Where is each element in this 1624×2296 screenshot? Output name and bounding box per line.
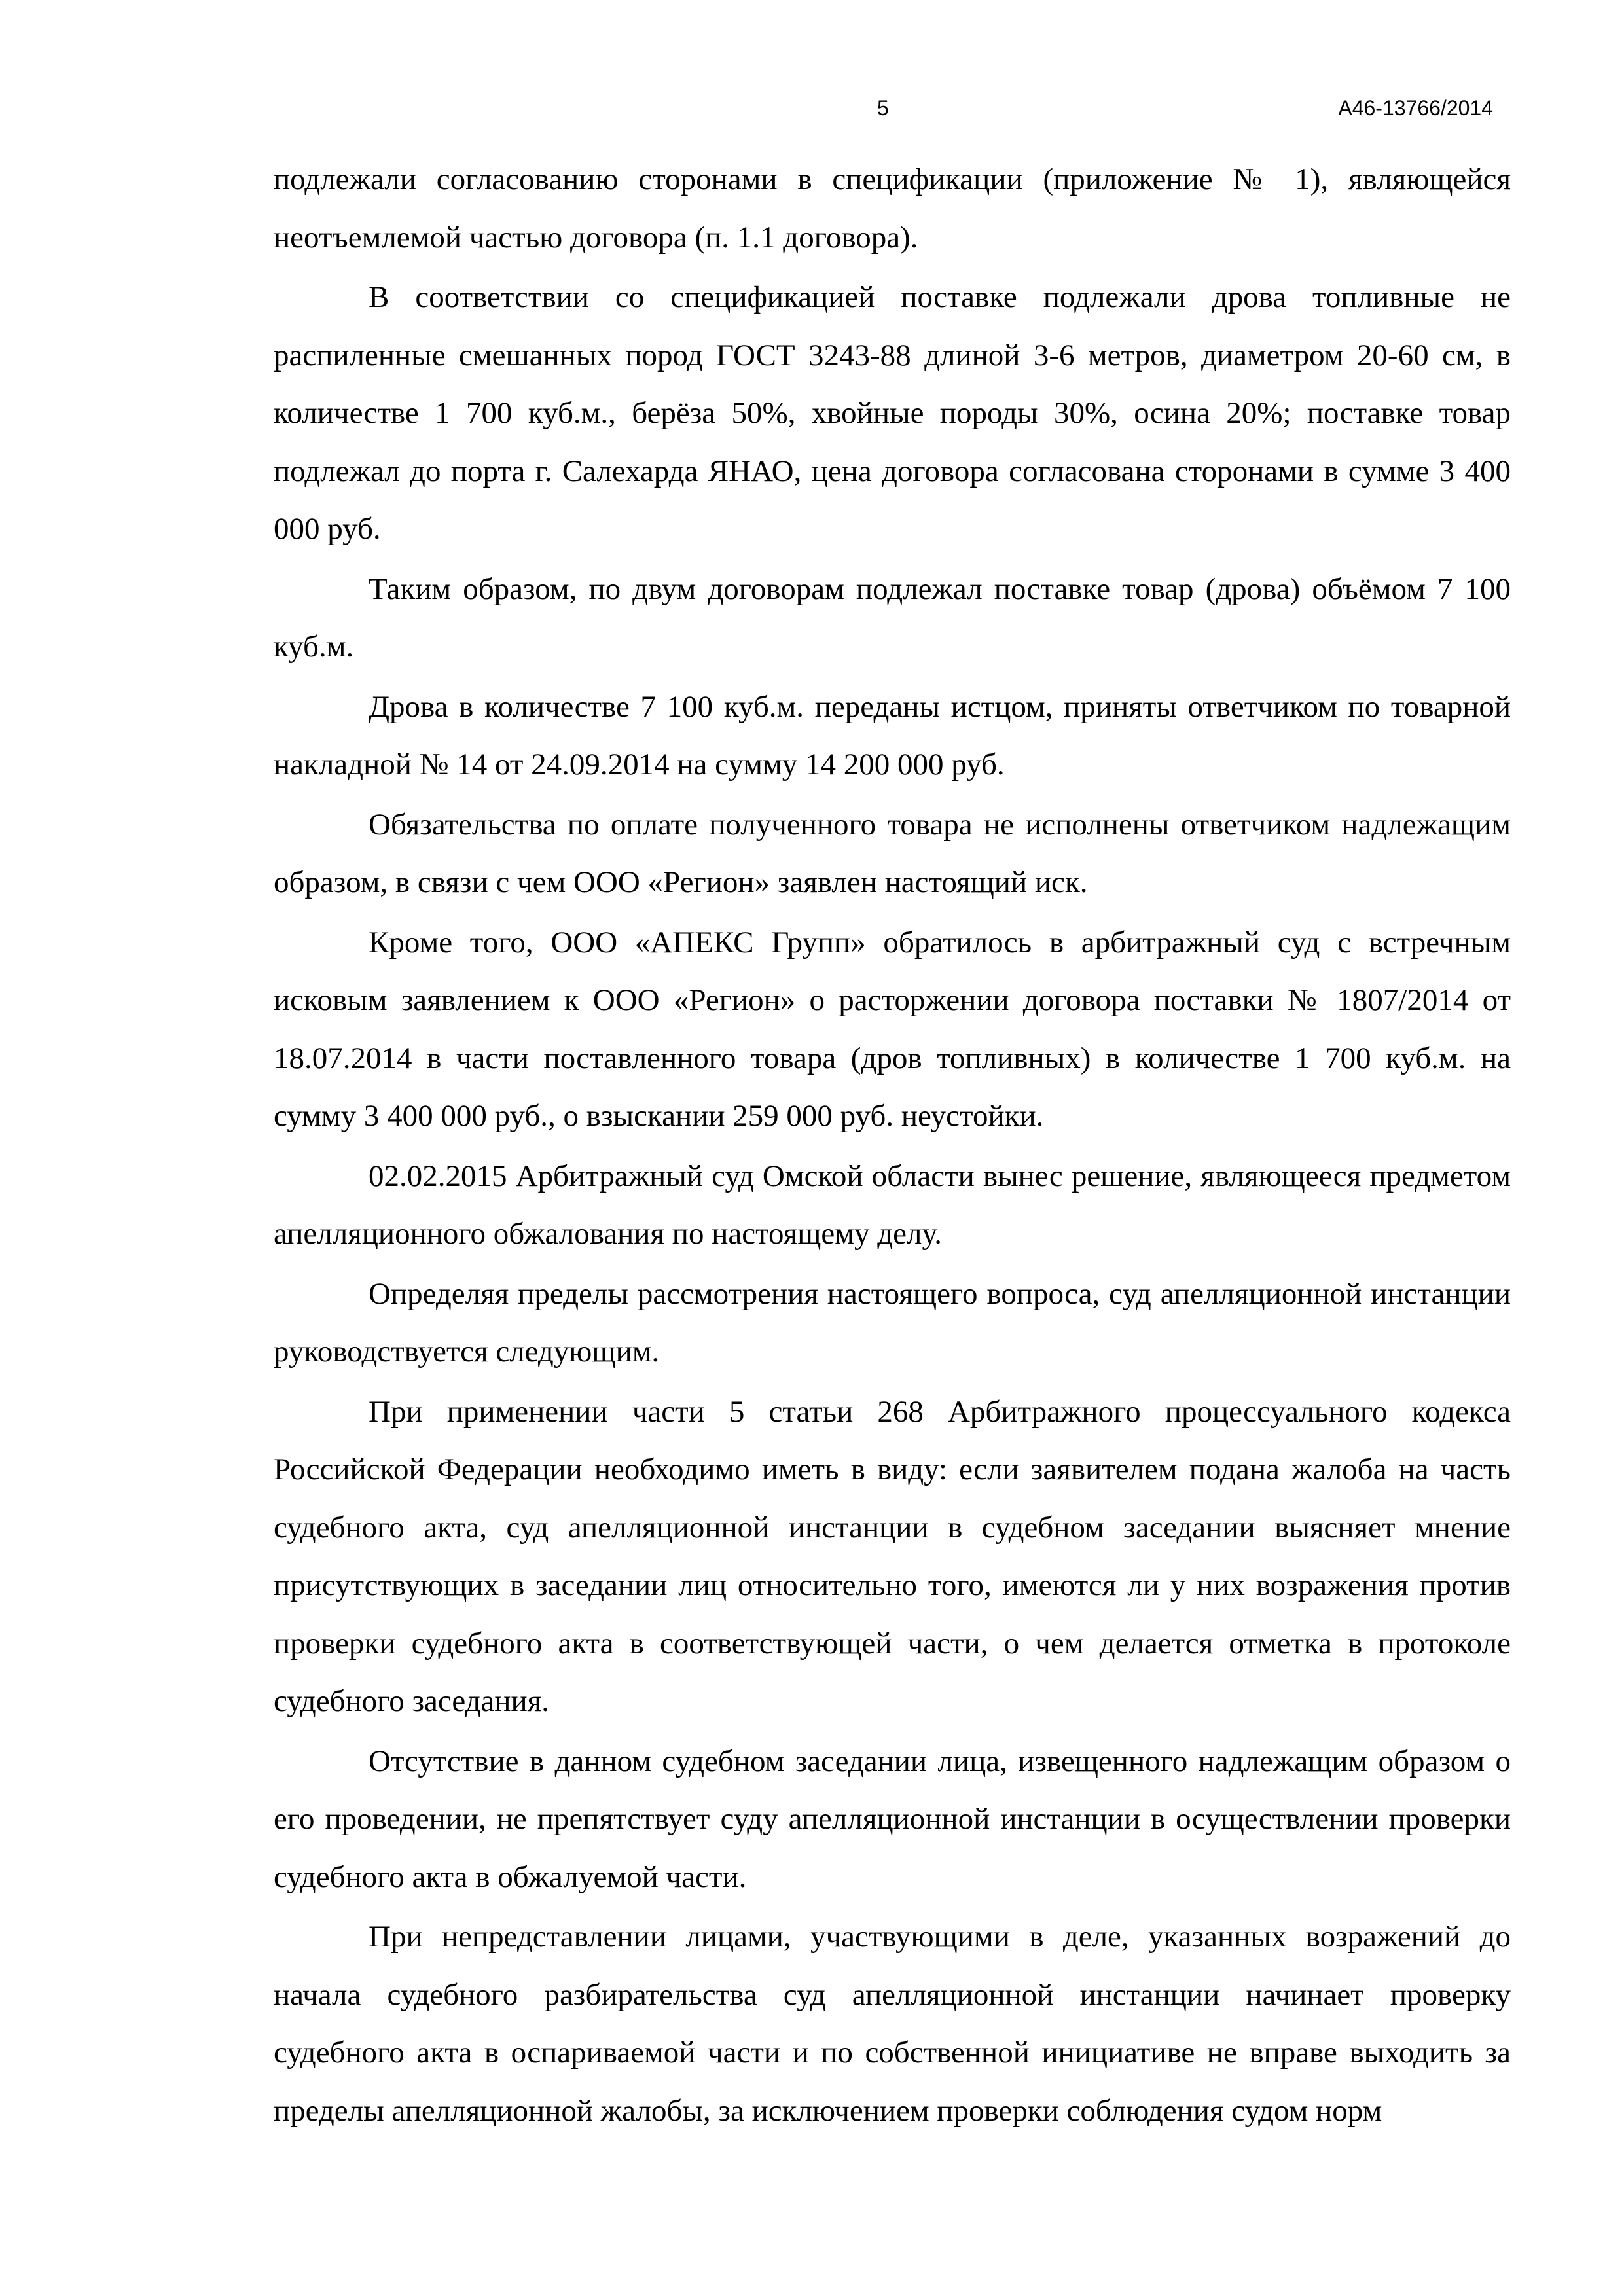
paragraph: При непредставлении лицами, участвующими в деле, указанных возражений до начала судебного разбирательства суд апелляционной инстанции начинает проверку судебного акта в оспариваемой части и по собственной инициативе не вправе выходить за пределы апелляционной жалобы, за исключением проверки соблюдения судом норм <box>274 1920 1511 2128</box>
paragraph: подлежали согласованию сторонами в спецификации (приложение № 1), являющейся неотъемлемой частью договора (п. 1.1 договора). <box>274 162 1511 255</box>
paragraph: Обязательства по оплате полученного товара не исполнены ответчиком надлежащим образом, в связи с чем ООО «Регион» заявлен настоящий иск. <box>274 807 1511 899</box>
paragraph: Таким образом, по двум договорам подлежал поставке товар (дрова) объёмом 7 100 куб.м. <box>274 571 1511 664</box>
case-number: А46-13766/2014 <box>1338 96 1493 120</box>
paragraph: Отсутствие в данном судебном заседании лица, извещенного надлежащим образом о его проведении, не препятствует суду апелляционной инстанции в осуществлении проверки судебного акта в обжалуемой части. <box>274 1744 1511 1894</box>
paragraph: При применении части 5 статьи 268 Арбитражного процессуального кодекса Российской Федерации необходимо иметь в виду: если заявителем подана жалоба на часть судебного акта, суд апелляционной инстанции в судебном заседании выясняет мнение присутствующих в заседании лиц относительно того, имеются ли у них возражения против проверки судебного акта в соответствующей части, о чем делается отметка в протоколе судебного заседания. <box>274 1394 1511 1718</box>
paragraph: Дрова в количестве 7 100 куб.м. переданы истцом, приняты ответчиком по товарной накладной № 14 от 24.09.2014 на сумму 14 200 000 руб. <box>274 689 1511 781</box>
document-body <box>274 151 1511 2142</box>
page-number: 5 <box>877 96 889 120</box>
paragraph: В соответствии со спецификацией поставке подлежали дрова топливные не распиленные смешанных пород ГОСТ 3243-88 длиной 3-6 метров, диаметром 20-60 см, в количестве 1 700 куб.м., берёза 50%, хвойные породы 30%, осина 20%; поставке товар подлежал до порта г. Салехарда ЯНАО, цена договора согласована сторонами в сумме 3 400 000 руб. <box>274 280 1511 546</box>
paragraph: Определяя пределы рассмотрения настоящего вопроса, суд апелляционной инстанции руководствуется следующим. <box>274 1276 1511 1369</box>
paragraph: Кроме того, ООО «АПЕКС Групп» обратилось в арбитражный суд с встречным исковым заявлением к ООО «Регион» о расторжении договора поставки № 1807/2014 от 18.07.2014 в части поставленного товара (дров топливных) в количестве 1 700 куб.м. на сумму 3 400 000 руб., о взыскании 259 000 руб. неустойки. <box>274 925 1511 1133</box>
paragraph: 02.02.2015 Арбитражный суд Омской области вынес решение, являющееся предметом апелляционного обжалования по настоящему делу. <box>274 1158 1511 1251</box>
